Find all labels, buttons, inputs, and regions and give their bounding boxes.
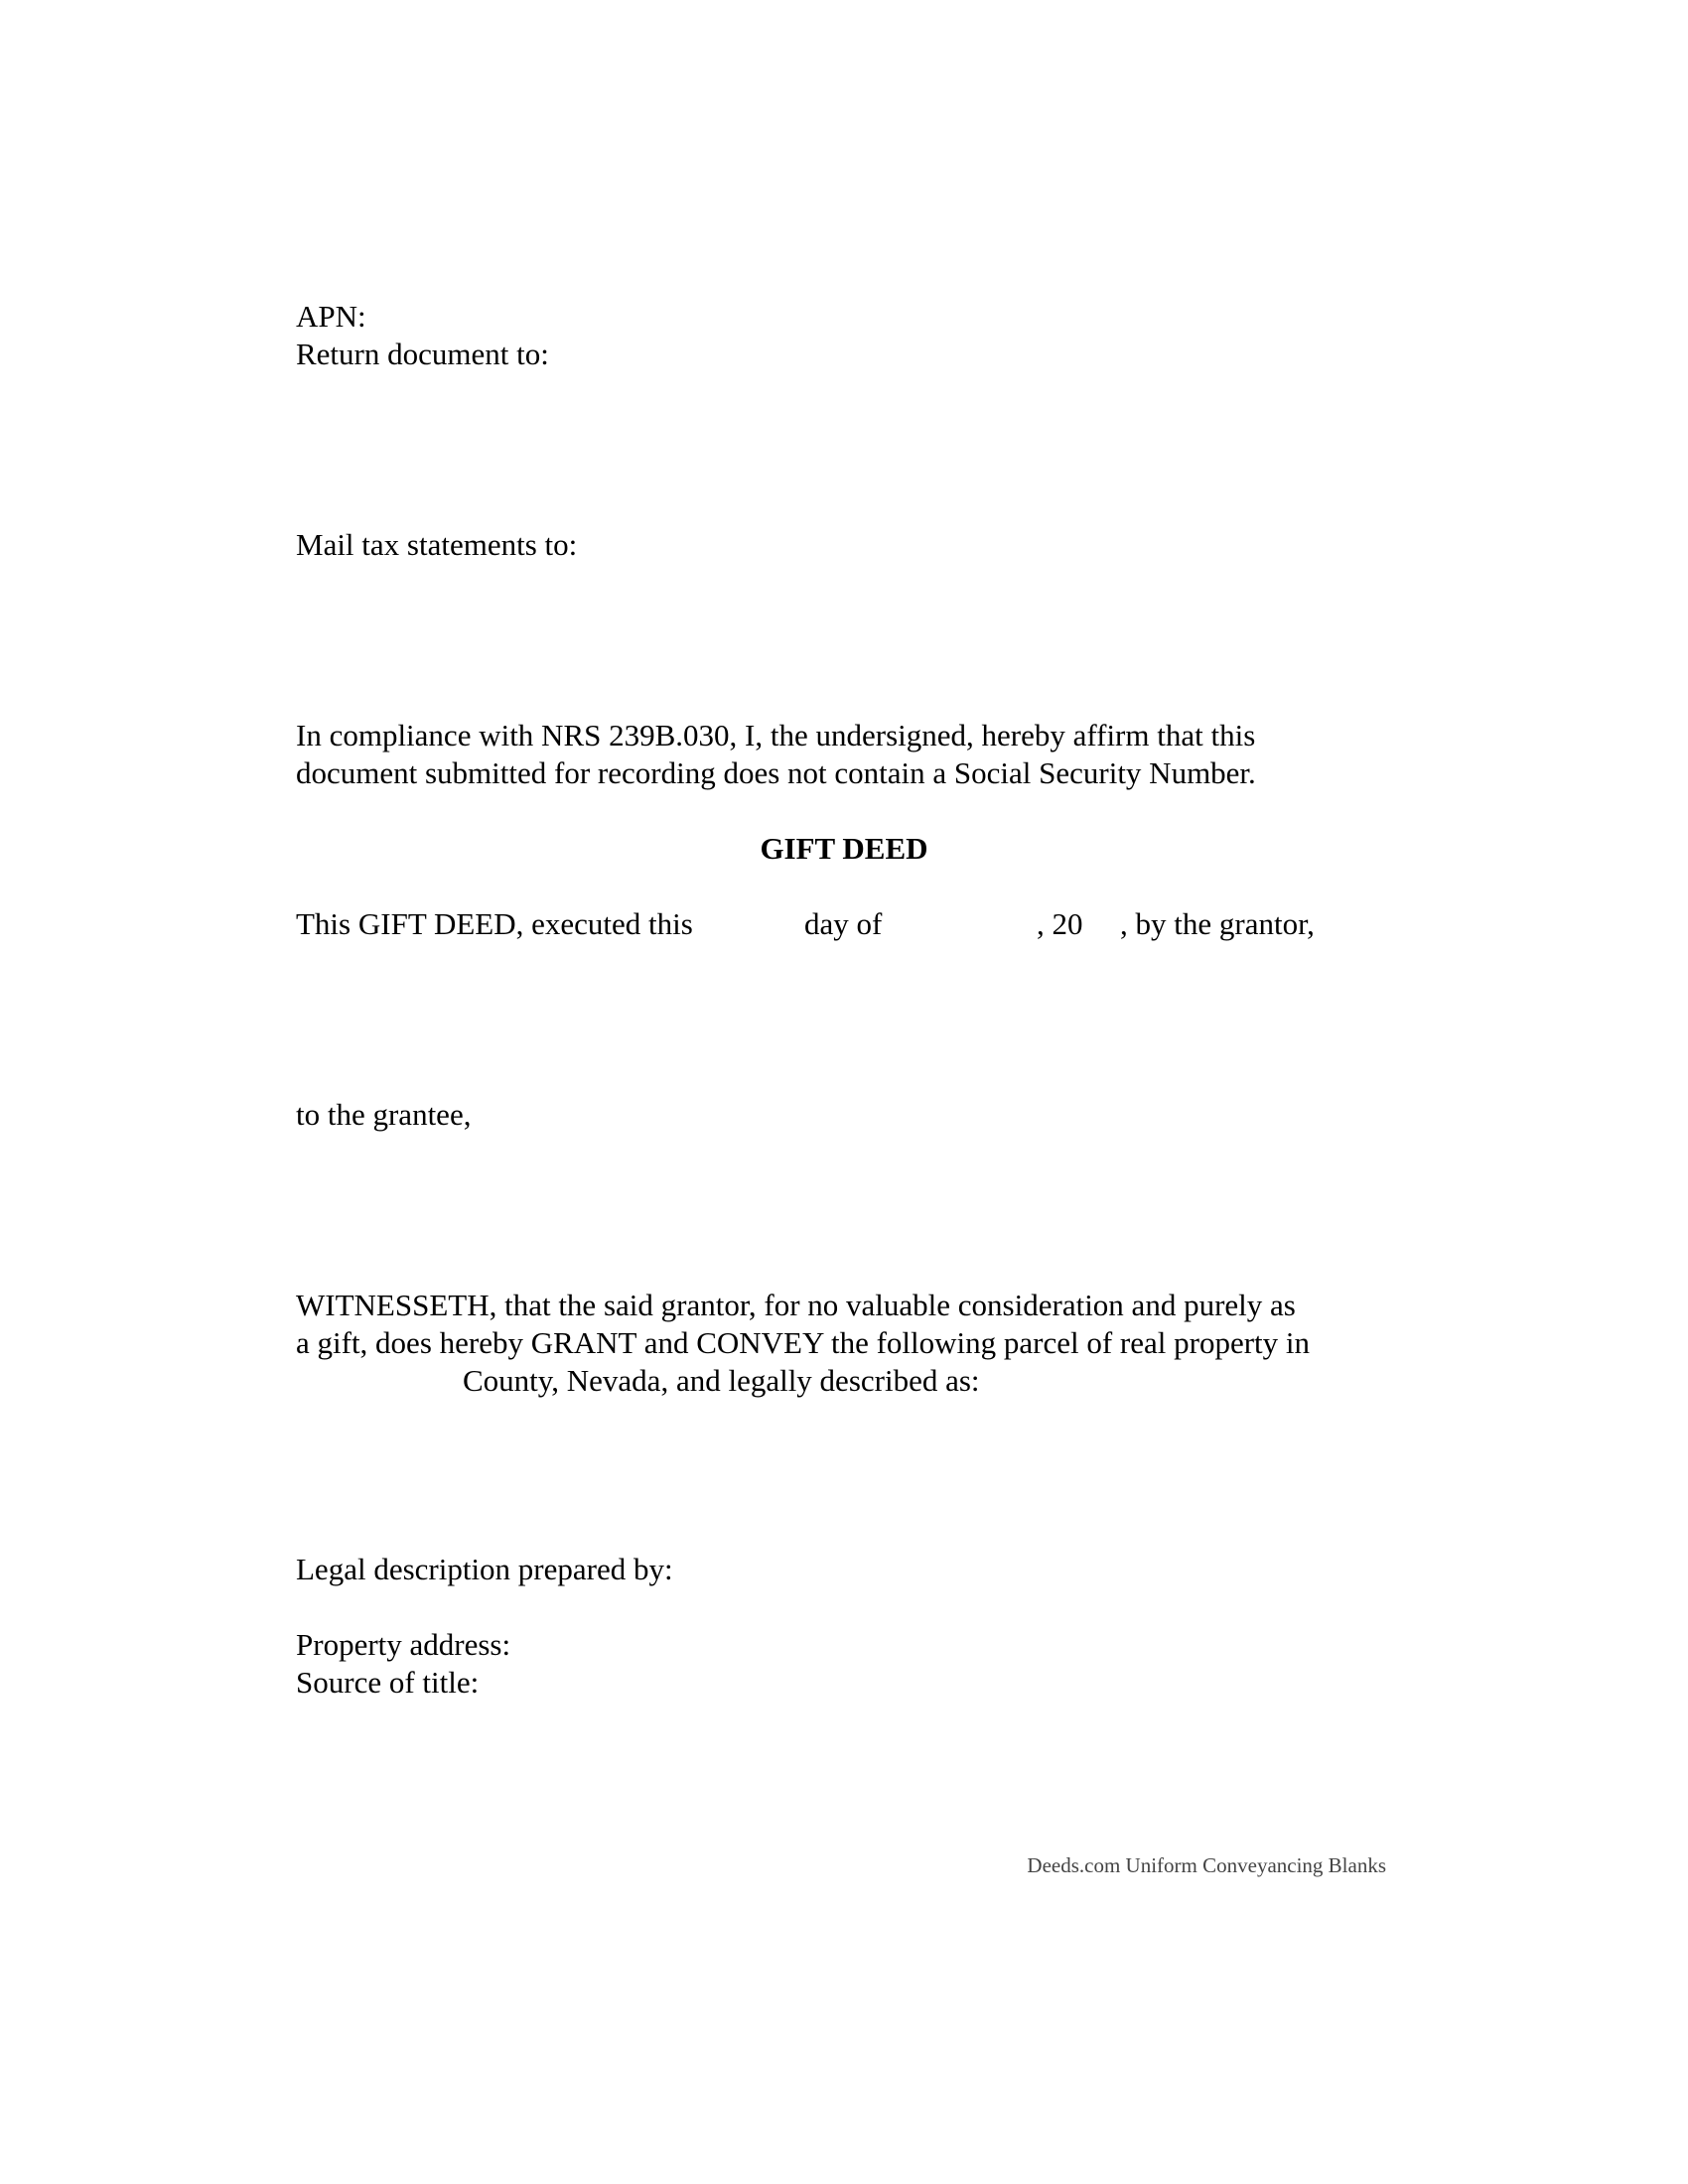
witnesseth-line-2: a gift, does hereby GRANT and CONVEY the following parcel of real property in	[296, 1325, 1311, 1360]
execution-prefix: This GIFT DEED, executed this	[296, 906, 693, 941]
return-document-label: Return document to:	[296, 337, 549, 371]
compliance-line-2: document submitted for recording does not contain a Social Security Number.	[296, 755, 1256, 790]
compliance-line-1: In compliance with NRS 239B.030, I, the undersigned, hereby affirm that this	[296, 718, 1256, 752]
execution-by-grantor: , by the grantor,	[1120, 906, 1315, 941]
mail-tax-statements-label: Mail tax statements to:	[296, 527, 578, 562]
document-title: GIFT DEED	[760, 831, 928, 866]
witnesseth-line-1: WITNESSETH, that the said grantor, for no valuable consideration and purely as	[296, 1288, 1296, 1322]
apn-label: APN:	[296, 299, 366, 334]
footer-credit: Deeds.com Uniform Conveyancing Blanks	[1027, 1853, 1386, 1877]
execution-day-of: day of	[804, 906, 883, 941]
source-of-title-label: Source of title:	[296, 1665, 480, 1700]
execution-year: , 20	[1037, 906, 1083, 941]
property-address-label: Property address:	[296, 1627, 511, 1662]
legal-description-label: Legal description prepared by:	[296, 1552, 673, 1586]
witnesseth-line-3: County, Nevada, and legally described as:	[463, 1363, 980, 1398]
grantee-label: to the grantee,	[296, 1097, 472, 1132]
